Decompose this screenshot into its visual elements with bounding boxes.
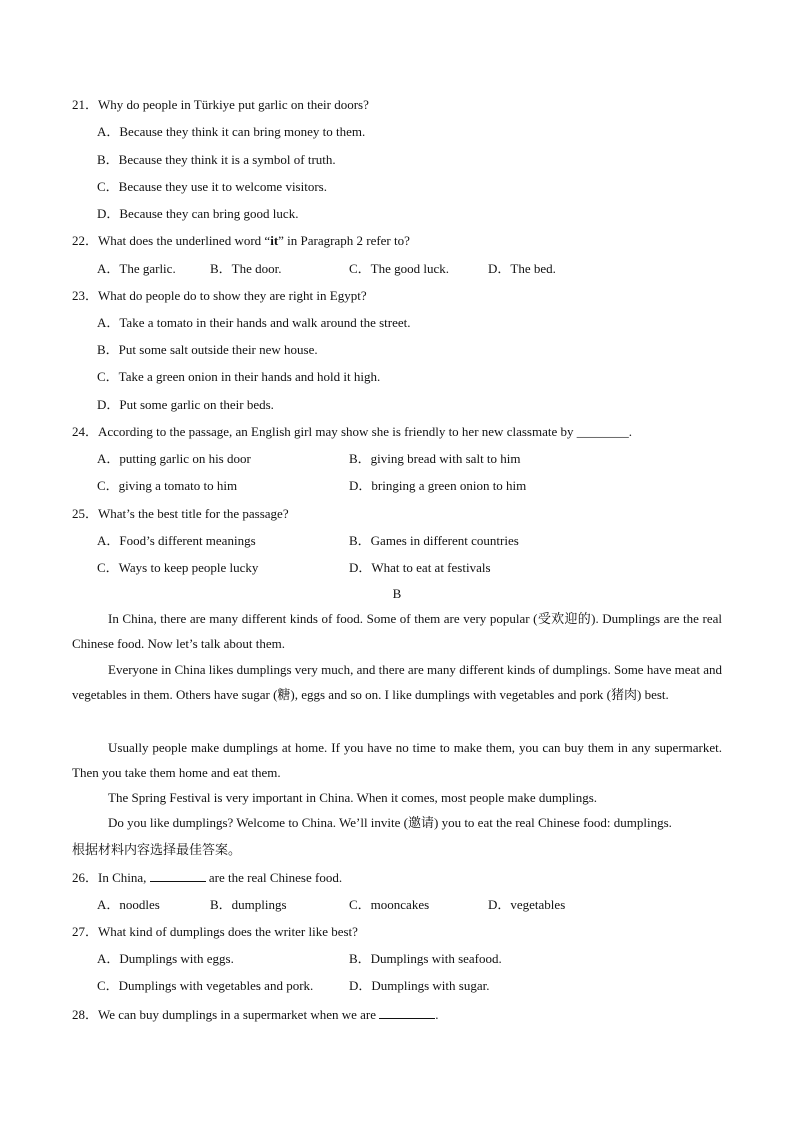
question-22-option-b[interactable]: B．The door. xyxy=(210,261,282,276)
question-26-stem-end: are the real Chinese food. xyxy=(205,870,343,885)
question-27-option-b[interactable]: B．Dumplings with seafood. xyxy=(349,951,502,966)
question-23-option-a[interactable]: A．Take a tomato in their hands and walk around the street. xyxy=(97,315,411,330)
question-28-stem-end: . xyxy=(435,1007,439,1022)
question-24-option-d[interactable]: D．bringing a green onion to him xyxy=(349,478,527,493)
question-27-option-a[interactable]: A．Dumplings with eggs. xyxy=(97,951,234,966)
question-22-option-c[interactable]: C．The good luck. xyxy=(349,261,450,276)
question-21-option-a[interactable]: A．Because they think it can bring money to them. xyxy=(97,124,366,139)
passage-paragraph-3: Usually people make dumplings at home. If you have no time to make them, you can buy them in any supermarket. Then you take them home and eat them. xyxy=(72,740,722,780)
question-21-stem: 21．Why do people in Türkiye put garlic on their doors? xyxy=(72,97,369,112)
answer-blank[interactable] xyxy=(150,869,206,882)
question-25-option-a[interactable]: A．Food’s different meanings xyxy=(97,533,256,548)
question-27-option-c[interactable]: C．Dumplings with vegetables and pork. xyxy=(97,978,314,993)
question-23-option-b[interactable]: B．Put some salt outside their new house. xyxy=(97,342,318,357)
question-23-stem: 23．What do people do to show they are right in Egypt? xyxy=(72,288,367,303)
question-28-stem-start: 28．We can buy dumplings in a supermarket when we are xyxy=(72,1007,380,1022)
question-27-stem: 27．What kind of dumplings does the writer like best? xyxy=(72,924,358,939)
passage-paragraph-2: Everyone in China likes dumplings very much, and there are many different kinds of dumplings. Some have meat and vegetables in them. Others have sugar (糖), eggs and so on. I like dumplings with vegetables and pork (猪肉) best. xyxy=(72,662,722,702)
question-26-option-b[interactable]: B．dumplings xyxy=(210,897,287,912)
question-24-option-b[interactable]: B．giving bread with salt to him xyxy=(349,451,521,466)
question-23-option-d[interactable]: D．Put some garlic on their beds. xyxy=(97,397,274,412)
question-26-stem xyxy=(72,869,342,886)
question-21-option-c[interactable]: C．Because they use it to welcome visitors. xyxy=(97,179,327,194)
question-25-stem: 25．What’s the best title for the passage? xyxy=(72,506,289,521)
question-22-stem-start: 22．What does the underlined word “ xyxy=(72,233,271,248)
question-24-option-c[interactable]: C．giving a tomato to him xyxy=(97,478,238,493)
question-22-stem xyxy=(72,233,410,249)
question-28-stem xyxy=(72,1006,439,1023)
question-25-option-c[interactable]: C．Ways to keep people lucky xyxy=(97,560,259,575)
passage-paragraph-5: Do you like dumplings? Welcome to China. We’ll invite (邀请) you to eat the real Chinese food: dumplings. xyxy=(108,815,672,830)
passage-paragraph-1: In China, there are many different kinds of food. Some of them are very popular (受欢迎的). Dumplings are the real Chinese food. Now let’s talk about them. xyxy=(72,611,722,651)
question-26-option-c[interactable]: C．mooncakes xyxy=(349,897,430,912)
passage-paragraph-4: The Spring Festival is very important in China. When it comes, most people make dumplings. xyxy=(108,790,597,805)
answer-blank[interactable] xyxy=(379,1006,435,1019)
question-25-option-b[interactable]: B．Games in different countries xyxy=(349,533,519,548)
instruction-text: 根据材料内容选择最佳答案。 xyxy=(72,842,242,857)
question-26-option-d[interactable]: D．vegetables xyxy=(488,897,566,912)
question-22-option-a[interactable]: A．The garlic. xyxy=(97,261,176,276)
section-b-heading: B xyxy=(392,586,402,601)
question-26-stem-start: 26．In China, xyxy=(72,870,150,885)
question-21-option-b[interactable]: B．Because they think it is a symbol of truth. xyxy=(97,152,336,167)
question-24-option-a[interactable]: A．putting garlic on his door xyxy=(97,451,251,466)
question-22-option-d[interactable]: D．The bed. xyxy=(488,261,556,276)
question-24-stem: 24．According to the passage, an English girl may show she is friendly to her new classmate by ________. xyxy=(72,424,632,439)
question-27-option-d[interactable]: D．Dumplings with sugar. xyxy=(349,978,490,993)
question-26-option-a[interactable]: A．noodles xyxy=(97,897,160,912)
question-25-option-d[interactable]: D．What to eat at festivals xyxy=(349,560,491,575)
question-23-option-c[interactable]: C．Take a green onion in their hands and hold it high. xyxy=(97,369,381,384)
question-22-stem-end: ” in Paragraph 2 refer to? xyxy=(278,233,410,248)
underlined-word: it xyxy=(270,233,279,248)
question-21-option-d[interactable]: D．Because they can bring good luck. xyxy=(97,206,299,221)
